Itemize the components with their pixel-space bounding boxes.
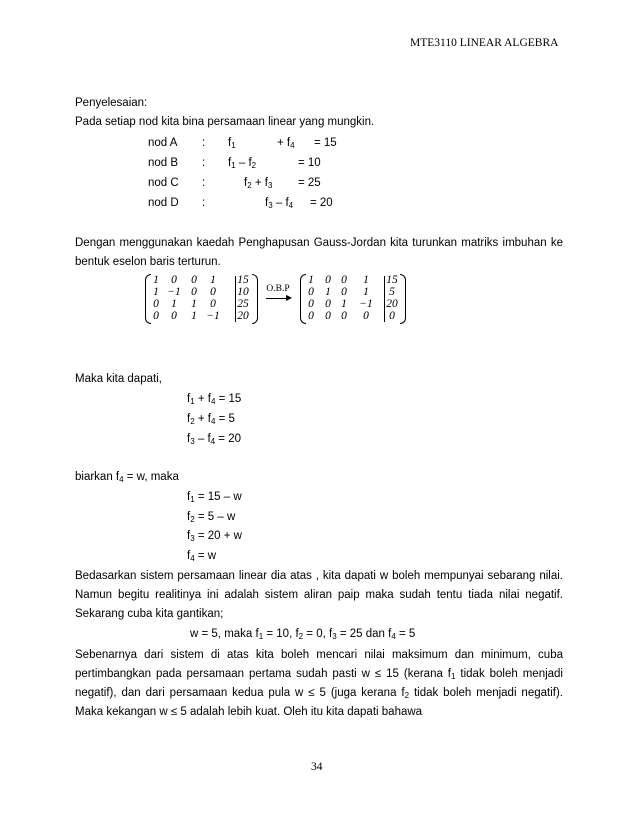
row-operations-arrow <box>263 284 293 302</box>
substitution-line: w = 5, maka $f_1 = 10$, $f_2 = 0$, $f_3 = 25$ dan $f_4 = 5$ <box>190 628 416 641</box>
matrix-cell: 0 <box>153 310 159 322</box>
matrix-cell: 20 <box>237 310 249 322</box>
matrix-cell: 5 <box>389 286 395 298</box>
node-a-term1: $f_1$ <box>228 137 236 150</box>
node-b-label: nod B <box>148 157 179 169</box>
matrix-cell: 1 <box>308 274 314 286</box>
matrix-cell: −1 <box>206 310 220 322</box>
matrix-cell: 0 <box>191 274 197 286</box>
node-d-colon: : <box>202 197 206 209</box>
node-b-colon: : <box>202 157 206 169</box>
matrix-cell: 0 <box>325 310 331 322</box>
matrix-cell: 1 <box>171 298 177 310</box>
arrow-shaft <box>266 298 288 299</box>
matrix-cell: 25 <box>237 298 249 310</box>
matrix-cell: 1 <box>325 286 331 298</box>
reduced-matrix <box>300 274 406 324</box>
matrix-cell: 1 <box>363 274 369 286</box>
running-header: MTE3110 LINEAR ALGEBRA <box>410 37 559 49</box>
matrix-cell: 1 <box>153 274 159 286</box>
matrix-cell: 1 <box>153 286 159 298</box>
pipe-flow-paragraph: Bedasarkan sistem persamaan linear dia atas , kita dapati w boleh mempunyai sebarang nilai. Namun begitu realitinya ini adalah sistem aliran paip maka sudah tentu tiada nilai negatif. Sekarang cuba kita gantikan; <box>75 570 563 620</box>
node-d-lhs: $f_3 - f_4$ <box>265 197 294 210</box>
matrix-cell: 20 <box>386 298 398 310</box>
node-a-colon: : <box>202 137 206 149</box>
arrow-head-icon: ▶ <box>286 293 293 302</box>
result-eq-2: $f_2 + f_4 = 5$ <box>187 413 235 426</box>
solution-label: Penyelesaian: <box>75 97 148 109</box>
node-b-lhs: $f_1 - f_2$ <box>228 157 257 170</box>
matrix-cell: 1 <box>191 298 197 310</box>
node-a-rhs: = 15 <box>314 137 337 149</box>
matrix-cell: 1 <box>363 286 369 298</box>
node-c-label: nod C <box>148 177 179 189</box>
matrix-cell: 0 <box>210 298 216 310</box>
matrix-cell: 15 <box>237 274 249 286</box>
matrix-cell: 0 <box>191 286 197 298</box>
node-c-lhs: $f_2 + f_3$ <box>244 177 273 190</box>
node-b-rhs: = 10 <box>298 157 321 169</box>
matrix-cell: 0 <box>153 298 159 310</box>
matrix-cell: 0 <box>210 286 216 298</box>
augmented-matrix <box>145 274 258 324</box>
matrix-cell: 0 <box>171 310 177 322</box>
matrix-cell: 0 <box>341 286 347 298</box>
let-line: biarkan $f_4 = w$, maka <box>75 471 179 484</box>
constraint-paragraph: Sebenarnya dari sistem di atas kita boleh mencari nilai maksimum dan minimum, cuba pertimbangkan pada persamaan pertama sudah pasti w ≤ 15 (kerana $f_1$ tidak boleh menjadi negatif), dan dari persamaan kedua pula w ≤ 5 (juga kerana $f_2$ tidak boleh menjadi negatif). Maka kekangan w ≤ 5 adalah lebih kuat. Oleh itu kita dapati bahawa <box>75 649 563 718</box>
matrix-cell: 10 <box>237 286 249 298</box>
thus-line: Maka kita dapati, <box>75 373 162 385</box>
node-a-term2: + $f_4$ <box>277 137 295 150</box>
param-eq-4: $f_4 = w$ <box>187 550 217 563</box>
result-eq-3: $f_3 - f_4 = 20$ <box>187 433 241 446</box>
matrix-cell: −1 <box>359 298 373 310</box>
param-eq-3: $f_3 = 20 + w$ <box>187 530 242 543</box>
matrix-cell: 0 <box>308 310 314 322</box>
gauss-paragraph: Dengan menggunakan kaedah Penghapusan Gauss-Jordan kita turunkan matriks imbuhan ke bentuk eselon baris terturun. <box>75 237 563 268</box>
matrix-cell: 0 <box>325 298 331 310</box>
matrix-cell: 0 <box>389 310 395 322</box>
matrix-cell: 1 <box>341 298 347 310</box>
result-eq-1: $f_1 + f_4 = 15$ <box>187 393 242 406</box>
page-number: 34 <box>311 761 323 773</box>
matrix-cell: −1 <box>167 286 181 298</box>
matrix-cell: 15 <box>386 274 398 286</box>
node-c-colon: : <box>202 177 206 189</box>
node-c-rhs: = 25 <box>298 177 321 189</box>
param-eq-1: $f_1 = 15 - w$ <box>187 491 242 504</box>
matrix-cell: 0 <box>363 310 369 322</box>
matrix-cell: 0 <box>325 274 331 286</box>
matrix-right-bracket <box>400 274 406 324</box>
matrix-cell: 0 <box>308 298 314 310</box>
node-d-label: nod D <box>148 197 179 209</box>
matrix-cell: 0 <box>341 310 347 322</box>
node-a-label: nod A <box>148 137 178 149</box>
matrix-right-bracket <box>252 274 258 324</box>
node-d-rhs: = 20 <box>310 197 333 209</box>
matrix-cell: 0 <box>308 286 314 298</box>
matrix-cell: 1 <box>210 274 216 286</box>
arrow-label: O.B.P <box>266 284 290 294</box>
matrix-cell: 1 <box>191 310 197 322</box>
matrix-cell: 0 <box>171 274 177 286</box>
param-eq-2: $f_2 = 5 - w$ <box>187 511 236 524</box>
matrix-cell: 0 <box>341 274 347 286</box>
intro-line: Pada setiap nod kita bina persamaan linear yang mungkin. <box>75 116 375 128</box>
